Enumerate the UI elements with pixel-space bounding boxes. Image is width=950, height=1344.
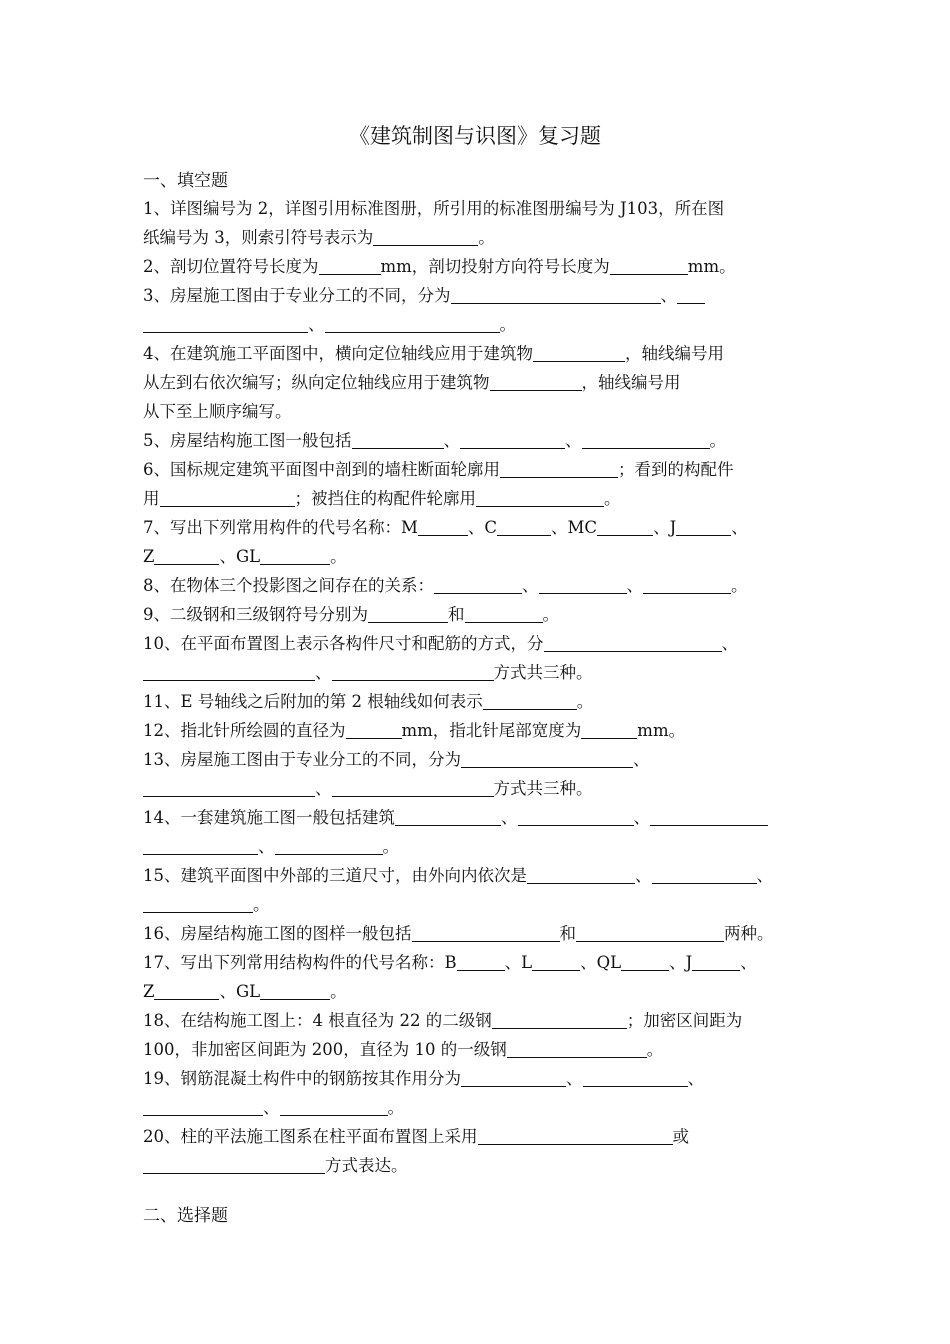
answer-blank[interactable]: [143, 838, 258, 856]
question-text: 、C: [467, 518, 498, 537]
question-line: [143, 920, 808, 948]
answer-blank[interactable]: [478, 1128, 673, 1146]
question-text: 15、建筑平面图中外部的三道尺寸，由外向内依次是: [143, 866, 527, 885]
answer-blank[interactable]: [490, 374, 582, 392]
question-line: [143, 601, 808, 629]
answer-blank[interactable]: [497, 519, 551, 537]
question-text: 17、写出下列常用结构构件的代号名称：B: [143, 953, 457, 972]
question-line: [143, 630, 808, 658]
question-text: 14、一套建筑施工图一般包括建筑: [143, 808, 395, 827]
answer-blank[interactable]: [160, 490, 295, 508]
question-text: 。: [253, 895, 270, 914]
question-line: [143, 862, 808, 890]
answer-blank[interactable]: [275, 838, 383, 856]
answer-blank[interactable]: [677, 287, 705, 305]
answer-blank[interactable]: [692, 954, 740, 972]
question-line: [143, 717, 808, 745]
question-text: 方式共三种。: [493, 779, 593, 798]
question-text: 、: [501, 808, 518, 827]
question-text: 、: [308, 315, 325, 334]
answer-blank[interactable]: [418, 519, 468, 537]
answer-blank[interactable]: [533, 345, 625, 363]
question-text: 。: [499, 315, 516, 334]
answer-blank[interactable]: [576, 925, 724, 943]
question-line: [143, 398, 808, 426]
question-text: 、: [522, 576, 539, 595]
answer-blank[interactable]: [581, 722, 637, 740]
question-text: 、: [263, 1098, 280, 1117]
question-text: 、: [731, 518, 748, 537]
question-text: mm。: [637, 721, 686, 740]
question-text: 3、房屋施工图由于专业分工的不同，分为: [143, 286, 451, 305]
question-text: Z: [143, 547, 155, 566]
answer-blank[interactable]: [582, 432, 710, 450]
question-text: 9、二级钢和三级钢符号分别为: [143, 605, 368, 624]
question-line: [143, 572, 808, 600]
question-text: 两种。: [724, 924, 774, 943]
answer-blank[interactable]: [325, 316, 500, 334]
question-text: 、: [565, 431, 582, 450]
question-text: 4、在建筑施工平面图中，横向定位轴线应用于建筑物: [143, 344, 533, 363]
answer-blank[interactable]: [652, 867, 757, 885]
question-text: 8、在物体三个投影图之间存在的关系：: [143, 576, 434, 595]
question-line: [143, 1036, 808, 1064]
question-line: [143, 659, 808, 687]
question-text: 和: [559, 924, 576, 943]
answer-blank[interactable]: [539, 577, 627, 595]
question-text: 或: [672, 1127, 689, 1146]
question-line: [143, 311, 808, 339]
question-text: 100，非加密区间距为 200，直径为 10 的一级钢: [143, 1040, 507, 1059]
question-line: [143, 369, 808, 397]
question-text: 、MC: [551, 518, 598, 537]
question-line: [143, 543, 808, 571]
answer-blank[interactable]: [460, 432, 565, 450]
question-line: [143, 514, 808, 542]
question-text: mm，指北针尾部宽度为: [401, 721, 582, 740]
answer-blank[interactable]: [527, 867, 635, 885]
question-text: 。: [330, 982, 347, 1001]
question-text: ，轴线编号用: [625, 344, 724, 363]
question-text: mm，剖切投射方向符号长度为: [380, 257, 610, 276]
answer-blank[interactable]: [492, 1012, 627, 1030]
answer-blank[interactable]: [650, 809, 768, 827]
question-text: 16、房屋结构施工图的图样一般包括: [143, 924, 412, 943]
answer-blank[interactable]: [518, 809, 634, 827]
page-title: 《建筑制图与识图》复习题: [349, 124, 601, 148]
question-text: 2、剖切位置符号长度为: [143, 257, 319, 276]
question-text: ，轴线编号用: [581, 373, 681, 392]
question-text: 6、国标规定建筑平面图中剖到的墙柱断面轮廓用: [143, 460, 500, 479]
question-line: [143, 1065, 808, 1093]
question-text: 从下至上顺序编写。: [143, 402, 292, 421]
question-text: 10、在平面布置图上表示各构件尺寸和配筋的方式，分: [143, 634, 544, 653]
question-text: 。: [330, 547, 347, 566]
answer-blank[interactable]: [457, 954, 505, 972]
question-line: [143, 427, 808, 455]
question-text: 、: [315, 663, 332, 682]
question-text: 方式表达。: [325, 1156, 408, 1175]
question-text: 、: [721, 634, 738, 653]
question-text: 1、详图编号为 2，详图引用标准图册，所引用的标准图册编号为 J103，所在图: [143, 199, 725, 218]
question-text: 、: [626, 576, 643, 595]
question-text: ；加密区间距为: [626, 1011, 743, 1030]
question-line: [143, 1094, 808, 1122]
answer-blank[interactable]: [583, 1070, 688, 1088]
question-text: 、: [566, 1069, 583, 1088]
question-text: 20、柱的平法施工图系在柱平面布置图上采用: [143, 1127, 478, 1146]
answer-blank[interactable]: [500, 461, 618, 479]
question-text: 、: [740, 953, 757, 972]
question-line: [143, 1007, 808, 1035]
question-text: 纸编号为 3，则索引符号表示为: [143, 228, 374, 247]
question-line: [143, 833, 808, 861]
question-text: 。: [478, 228, 495, 247]
question-text: 。: [604, 489, 621, 508]
answer-blank[interactable]: [260, 548, 330, 566]
answer-blank[interactable]: [451, 287, 661, 305]
question-text: 和: [448, 605, 465, 624]
question-text: 。: [646, 1040, 664, 1059]
answer-blank[interactable]: [544, 635, 722, 653]
question-text: 、: [258, 837, 275, 856]
question-line: [143, 253, 808, 281]
question-text: 12、指北针所绘圆的直径为: [143, 721, 346, 740]
question-text: ；被挡住的构配件轮廓用: [294, 489, 476, 508]
answer-blank[interactable]: [368, 606, 448, 624]
question-line: [143, 195, 808, 223]
answer-blank[interactable]: [332, 780, 494, 798]
answer-blank[interactable]: [610, 258, 688, 276]
answer-blank[interactable]: [143, 664, 315, 682]
question-line: [143, 804, 808, 832]
question-line: [143, 688, 808, 716]
answer-blank[interactable]: [143, 316, 308, 334]
question-text: 、: [687, 1069, 704, 1088]
question-text: 。: [382, 837, 399, 856]
question-line: [143, 456, 808, 484]
question-text: 18、在结构施工图上：4 根直径为 22 的二级钢: [143, 1011, 492, 1030]
answer-blank[interactable]: [143, 1099, 263, 1117]
question-text: ；看到的构配件: [618, 460, 734, 479]
question-text: 、: [633, 750, 650, 769]
question-text: 、L: [504, 953, 533, 972]
question-line: [143, 1152, 808, 1180]
answer-blank[interactable]: [395, 809, 501, 827]
question-text: 11、E 号轴线之后附加的第 2 根轴线如何表示: [143, 692, 483, 711]
answer-blank[interactable]: [373, 229, 478, 247]
question-line: [143, 224, 808, 252]
question-text: Z: [143, 982, 155, 1001]
section-heading-fill-blank: 一、填空题: [143, 171, 228, 191]
question-text: 。: [709, 431, 726, 450]
answer-blank[interactable]: [352, 432, 444, 450]
question-text: mm。: [687, 257, 736, 276]
answer-blank[interactable]: [280, 1099, 388, 1117]
question-text: 从左到右依次编写；纵向定位轴线应用于建筑物: [143, 373, 490, 392]
question-line: [143, 485, 808, 513]
question-text: 用: [143, 489, 160, 508]
question-line: [143, 746, 808, 774]
answer-blank[interactable]: [143, 896, 253, 914]
question-text: 、: [443, 431, 460, 450]
question-text: 、: [756, 866, 773, 885]
answer-blank[interactable]: [260, 983, 330, 1001]
question-text: 、J: [653, 518, 677, 537]
question-line: [143, 282, 808, 310]
answer-blank[interactable]: [476, 490, 604, 508]
answer-blank[interactable]: [621, 954, 669, 972]
answer-blank[interactable]: [643, 577, 731, 595]
answer-blank[interactable]: [143, 780, 315, 798]
section-heading-multiple-choice: 二、选择题: [143, 1206, 228, 1226]
question-line: [143, 891, 808, 919]
question-text: 、GL: [219, 547, 261, 566]
answer-blank[interactable]: [434, 577, 522, 595]
question-text: 。: [387, 1098, 404, 1117]
answer-blank[interactable]: [143, 1157, 325, 1175]
question-text: 。: [731, 576, 748, 595]
answer-blank[interactable]: [461, 1070, 566, 1088]
answer-blank[interactable]: [676, 519, 731, 537]
answer-blank[interactable]: [507, 1041, 647, 1059]
answer-blank[interactable]: [346, 722, 402, 740]
question-text: 、QL: [580, 953, 622, 972]
answer-blank[interactable]: [154, 983, 219, 1001]
question-text: 、J: [669, 953, 693, 972]
answer-blank[interactable]: [465, 606, 543, 624]
question-text: 、GL: [219, 982, 261, 1001]
question-text: 方式共三种。: [493, 663, 593, 682]
answer-blank[interactable]: [412, 925, 560, 943]
question-text: 5、房屋结构施工图一般包括: [143, 431, 352, 450]
question-text: 13、房屋施工图由于专业分工的不同，分为: [143, 750, 461, 769]
answer-blank[interactable]: [597, 519, 653, 537]
question-line: [143, 978, 808, 1006]
question-text: 、: [660, 286, 677, 305]
question-line: [143, 775, 808, 803]
question-text: 、: [633, 808, 650, 827]
question-text: 、: [635, 866, 652, 885]
question-line: [143, 949, 808, 977]
question-text: 。: [542, 605, 559, 624]
answer-blank[interactable]: [319, 258, 381, 276]
question-line: [143, 340, 808, 368]
answer-blank[interactable]: [154, 548, 219, 566]
answer-blank[interactable]: [332, 664, 494, 682]
question-line: [143, 1123, 808, 1151]
question-text: 7、写出下列常用构件的代号名称：M: [143, 518, 418, 537]
answer-blank[interactable]: [461, 751, 633, 769]
question-text: 。: [576, 692, 594, 711]
answer-blank[interactable]: [483, 693, 577, 711]
question-text: 、: [315, 779, 332, 798]
answer-blank[interactable]: [532, 954, 580, 972]
question-text: 19、钢筋混凝土构件中的钢筋按其作用分为: [143, 1069, 461, 1088]
